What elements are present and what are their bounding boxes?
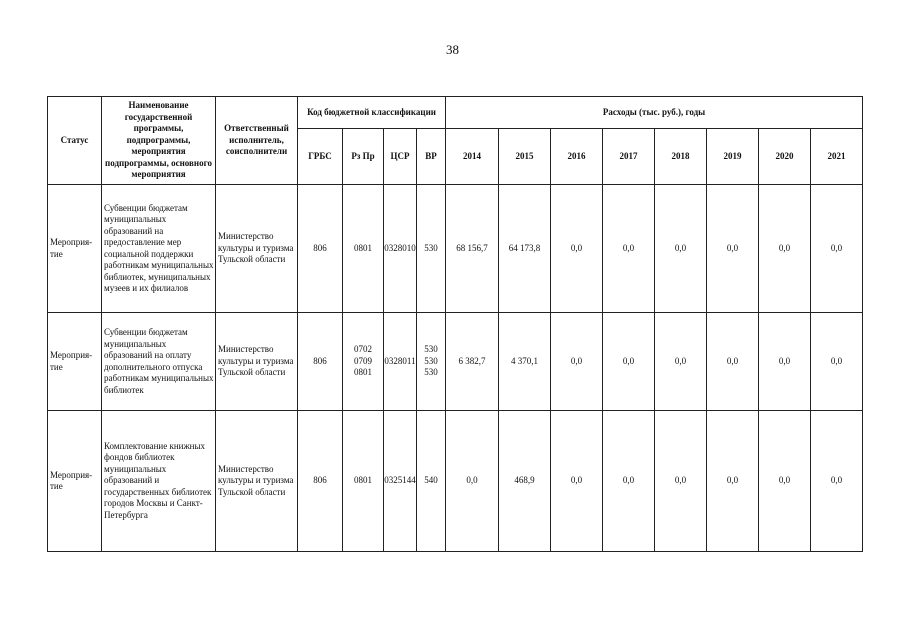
year-header: 2021 <box>811 129 863 185</box>
executor-cell: Министерство культуры и туризма Тульской области <box>216 411 298 552</box>
expense-cell: 0,0 <box>707 185 759 313</box>
rzpr-value: 0702 <box>354 344 372 355</box>
expense-cell: 0,0 <box>551 313 603 411</box>
name-header: Наименование государственной программы, подпрограммы, мероприятия подпрограммы, основного мероприятия <box>102 97 216 185</box>
year-header: 2016 <box>551 129 603 185</box>
expense-cell: 0,0 <box>655 411 707 552</box>
vr-cell <box>417 185 446 313</box>
rzpr-cell <box>343 411 384 552</box>
year-header: 2018 <box>655 129 707 185</box>
expense-cell: 0,0 <box>811 313 863 411</box>
executor-header: Ответственный исполнитель, соисполнители <box>216 97 298 185</box>
expense-cell: 0,0 <box>603 313 655 411</box>
year-header: 2014 <box>446 129 499 185</box>
budget-table <box>47 96 863 552</box>
expenses-header: Расходы (тыс. руб.), годы <box>446 97 863 129</box>
expense-cell: 0,0 <box>811 411 863 552</box>
vr-header: ВР <box>417 129 446 185</box>
expense-cell: 0,0 <box>655 185 707 313</box>
csr-header: ЦСР <box>384 129 417 185</box>
table-row <box>48 411 863 552</box>
grbs-header: ГРБС <box>298 129 343 185</box>
vr-cell <box>417 313 446 411</box>
page-number: 38 <box>446 42 459 57</box>
expense-cell: 0,0 <box>707 411 759 552</box>
vr-value: 530 <box>424 242 438 253</box>
csr-cell: 0328011 <box>384 313 417 411</box>
year-header: 2019 <box>707 129 759 185</box>
expense-cell: 0,0 <box>551 411 603 552</box>
status-cell: Мероприя-тие <box>48 411 102 552</box>
grbs-cell: 806 <box>298 411 343 552</box>
vr-value: 540 <box>424 475 438 486</box>
expense-cell: 468,9 <box>499 411 551 552</box>
table-header <box>48 97 863 185</box>
rzpr-cell <box>343 313 384 411</box>
rzpr-value: 0801 <box>354 242 372 253</box>
expense-cell: 0,0 <box>603 185 655 313</box>
expense-cell: 0,0 <box>446 411 499 552</box>
budget-code-header: Код бюджетной классификации <box>298 97 446 129</box>
vr-cell <box>417 411 446 552</box>
vr-value: 530 <box>424 344 438 355</box>
rzpr-value: 0801 <box>354 475 372 486</box>
expense-cell: 0,0 <box>707 313 759 411</box>
csr-cell: 0328010 <box>384 185 417 313</box>
table-row <box>48 185 863 313</box>
expense-cell: 4 370,1 <box>499 313 551 411</box>
expense-cell: 0,0 <box>811 185 863 313</box>
name-cell: Комплектование книжных фондов библиотек муниципальных образований и государственных библиотек городов Москвы и Санкт-Петербурга <box>102 411 216 552</box>
expense-cell: 6 382,7 <box>446 313 499 411</box>
expense-cell: 0,0 <box>603 411 655 552</box>
rzpr-header: Рз Пр <box>343 129 384 185</box>
vr-value: 530 <box>424 367 438 378</box>
status-header: Статус <box>48 97 102 185</box>
expense-cell: 0,0 <box>551 185 603 313</box>
rzpr-cell <box>343 185 384 313</box>
expense-cell: 0,0 <box>759 313 811 411</box>
name-cell: Субвенции бюджетам муниципальных образований на оплату дополнительного отпуска работникам муниципальных библиотек <box>102 313 216 411</box>
status-cell: Мероприя-тие <box>48 185 102 313</box>
name-cell: Субвенции бюджетам муниципальных образований на предоставление мер социальной поддержки работникам муниципальных библиотек, муниципальных музеев и их филиалов <box>102 185 216 313</box>
year-header: 2015 <box>499 129 551 185</box>
csr-cell: 0325144 <box>384 411 417 552</box>
rzpr-value: 0801 <box>354 367 372 378</box>
expense-cell: 64 173,8 <box>499 185 551 313</box>
grbs-cell: 806 <box>298 313 343 411</box>
year-header: 2017 <box>603 129 655 185</box>
expense-cell: 68 156,7 <box>446 185 499 313</box>
table-row <box>48 313 863 411</box>
expense-cell: 0,0 <box>655 313 707 411</box>
vr-value: 530 <box>424 355 438 366</box>
executor-cell: Министерство культуры и туризма Тульской области <box>216 185 298 313</box>
expense-cell: 0,0 <box>759 185 811 313</box>
year-header: 2020 <box>759 129 811 185</box>
grbs-cell: 806 <box>298 185 343 313</box>
expense-cell: 0,0 <box>759 411 811 552</box>
executor-cell: Министерство культуры и туризма Тульской области <box>216 313 298 411</box>
rzpr-value: 0709 <box>354 355 372 366</box>
status-cell: Мероприя-тие <box>48 313 102 411</box>
